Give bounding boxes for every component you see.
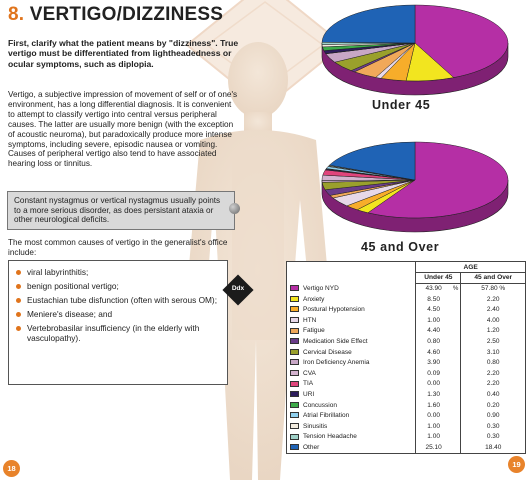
under-45-value: 43.90	[416, 283, 451, 294]
over-45-value: 57.80 %	[461, 283, 525, 294]
under-45-value: 0.00	[416, 410, 451, 421]
table-row	[287, 294, 525, 305]
age-header: AGE	[416, 262, 525, 273]
under-45-value: 3.90	[416, 357, 451, 368]
percent-sign	[451, 315, 461, 326]
legend-swatch	[290, 434, 299, 440]
cause-label: URI	[303, 390, 315, 398]
column-under-45: Under 45	[416, 273, 461, 284]
pie-caption-45-and-over: 45 and Over	[361, 240, 440, 254]
over-45-value: 4.00	[461, 315, 525, 326]
percent-sign	[451, 379, 461, 390]
cause-label: Iron Deficiency Anemia	[303, 359, 370, 367]
table-row	[287, 347, 525, 358]
over-45-value: 0.80	[461, 357, 525, 368]
table-row	[287, 421, 525, 432]
legend-swatch	[290, 349, 299, 355]
percent-sign	[451, 304, 461, 315]
under-45-value: 0.09	[416, 368, 451, 379]
over-45-value: 2.20	[461, 368, 525, 379]
table-row	[287, 357, 525, 368]
under-45-value: 1.00	[416, 315, 451, 326]
pie-caption-under-45: Under 45	[372, 98, 431, 112]
pie-slice-other	[322, 5, 415, 43]
under-45-value: 4.40	[416, 326, 451, 337]
title-number: 8.	[8, 4, 25, 25]
legend-swatch	[290, 328, 299, 334]
legend-swatch	[290, 412, 299, 418]
ddx-label: Ddx	[231, 285, 245, 292]
cause-label: Cervical Disease	[303, 348, 352, 356]
cause-label: Other	[303, 443, 320, 451]
over-45-value: 2.40	[461, 304, 525, 315]
cause-label: Anxiety	[303, 295, 325, 303]
legend-swatch	[290, 338, 299, 344]
under-45-value: 1.00	[416, 421, 451, 432]
table-row	[287, 336, 525, 347]
age-table	[286, 261, 526, 454]
cause-item: Eustachian tube disfunction (often with serous OM);	[15, 295, 221, 305]
body-paragraph: Vertigo, a subjective impression of movement of self or of one's environment, has a long differential diagnosis. It is convenient to attempt to classify vertigo into central versus peripheral causes. The latter are usually more benign (with the exception of acoustic neuroma), but paradoxically produce more intense symptoms, including severe, episodic nausea or vomiting. Causes of peripheral vertigo also tend to have associated hearing loss or tinnitus.	[8, 90, 238, 169]
percent-sign	[451, 410, 461, 421]
over-45-value: 0.30	[461, 432, 525, 443]
table-row	[287, 410, 525, 421]
legend-swatch	[290, 381, 299, 387]
percent-sign	[451, 442, 461, 453]
table-row	[287, 283, 525, 294]
table-row	[287, 400, 525, 411]
under-45-value: 4.50	[416, 304, 451, 315]
percent-sign	[451, 357, 461, 368]
age-table-body	[287, 283, 525, 453]
legend-swatch	[290, 444, 299, 450]
table-row	[287, 368, 525, 379]
under-45-value: 4.60	[416, 347, 451, 358]
ddx-diamond-icon	[223, 275, 253, 305]
cause-label: Sinusitis	[303, 422, 328, 430]
legend-swatch	[290, 402, 299, 408]
under-45-value: 0.00	[416, 379, 451, 390]
table-row	[287, 442, 525, 453]
table-row	[287, 315, 525, 326]
legend-swatch	[290, 423, 299, 429]
percent-sign	[451, 389, 461, 400]
under-45-value: 1.00	[416, 432, 451, 443]
page-title	[8, 4, 223, 26]
causes-list	[15, 267, 221, 343]
page-number-left: 18	[3, 460, 20, 477]
over-45-value: 1.20	[461, 326, 525, 337]
under-45-value: 1.60	[416, 400, 451, 411]
cause-label: Atrial Fibrillation	[303, 412, 350, 420]
cause-label: Vertigo NYD	[303, 284, 339, 292]
legend-swatch	[290, 391, 299, 397]
legend-swatch	[290, 306, 299, 312]
over-45-value: 0.40	[461, 389, 525, 400]
column-45-and-over: 45 and Over	[461, 273, 525, 284]
over-45-value: 18.40	[461, 442, 525, 453]
pie-chart-45-and-over	[300, 130, 530, 242]
over-45-value: 2.20	[461, 379, 525, 390]
cause-label: TIA	[303, 380, 314, 388]
cause-label: Medication Side Effect	[303, 337, 368, 345]
percent-sign	[451, 347, 461, 358]
under-45-value: 1.30	[416, 389, 451, 400]
page-number-right: 19	[508, 456, 525, 473]
cause-label: Fatigue	[303, 327, 325, 335]
cause-item: Vertebrobasilar insufficiency (in the elderly with vasculopathy).	[15, 323, 221, 343]
causes-list-box	[8, 260, 228, 385]
cause-label: HTN	[303, 316, 317, 324]
percent-sign	[451, 432, 461, 443]
cause-label: Concussion	[303, 401, 337, 409]
over-45-value: 0.90	[461, 410, 525, 421]
table-row	[287, 304, 525, 315]
legend-swatch	[290, 296, 299, 302]
callout-bullet-icon	[229, 203, 240, 214]
causes-intro: The most common causes of vertigo in the generalist's office include:	[8, 238, 228, 257]
percent-sign	[451, 294, 461, 305]
intro-paragraph: First, clarify what the patient means by "dizziness". True vertigo must be differentiated from lightheadedness or ocular symptoms, such as diplopia.	[8, 38, 239, 69]
percent-sign	[451, 326, 461, 337]
cause-item: benign positional vertigo;	[15, 281, 221, 291]
title-text: VERTIGO/DIZZINESS	[29, 4, 224, 25]
under-45-value: 8.50	[416, 294, 451, 305]
under-45-value: 0.80	[416, 336, 451, 347]
over-45-value: 2.20	[461, 294, 525, 305]
cause-label: CVA	[303, 369, 316, 377]
cause-item: Meniere's disease; and	[15, 309, 221, 319]
over-45-value: 2.50	[461, 336, 525, 347]
nystagmus-callout: Constant nystagmus or vertical nystagmus usually points to a more serious disorder, as does persistant ataxia or other neurological deficits.	[7, 191, 235, 230]
over-45-value: 0.20	[461, 400, 525, 411]
table-row	[287, 379, 525, 390]
table-row	[287, 389, 525, 400]
percent-sign	[451, 336, 461, 347]
percent-sign	[451, 400, 461, 411]
legend-swatch	[290, 359, 299, 365]
table-row	[287, 432, 525, 443]
legend-swatch	[290, 285, 299, 291]
over-45-value: 0.30	[461, 421, 525, 432]
cause-item: viral labyrinthitis;	[15, 267, 221, 277]
pie-chart-under-45	[300, 0, 530, 100]
percent-sign: %	[452, 285, 459, 292]
cause-label: Postural Hypotension	[303, 306, 365, 314]
over-45-value: 3.10	[461, 347, 525, 358]
under-45-value: 25.10	[416, 442, 451, 453]
legend-swatch	[290, 317, 299, 323]
cause-label: Tension Headache	[303, 433, 357, 441]
table-row	[287, 326, 525, 337]
percent-sign	[451, 368, 461, 379]
percent-sign	[451, 421, 461, 432]
legend-swatch	[290, 370, 299, 376]
